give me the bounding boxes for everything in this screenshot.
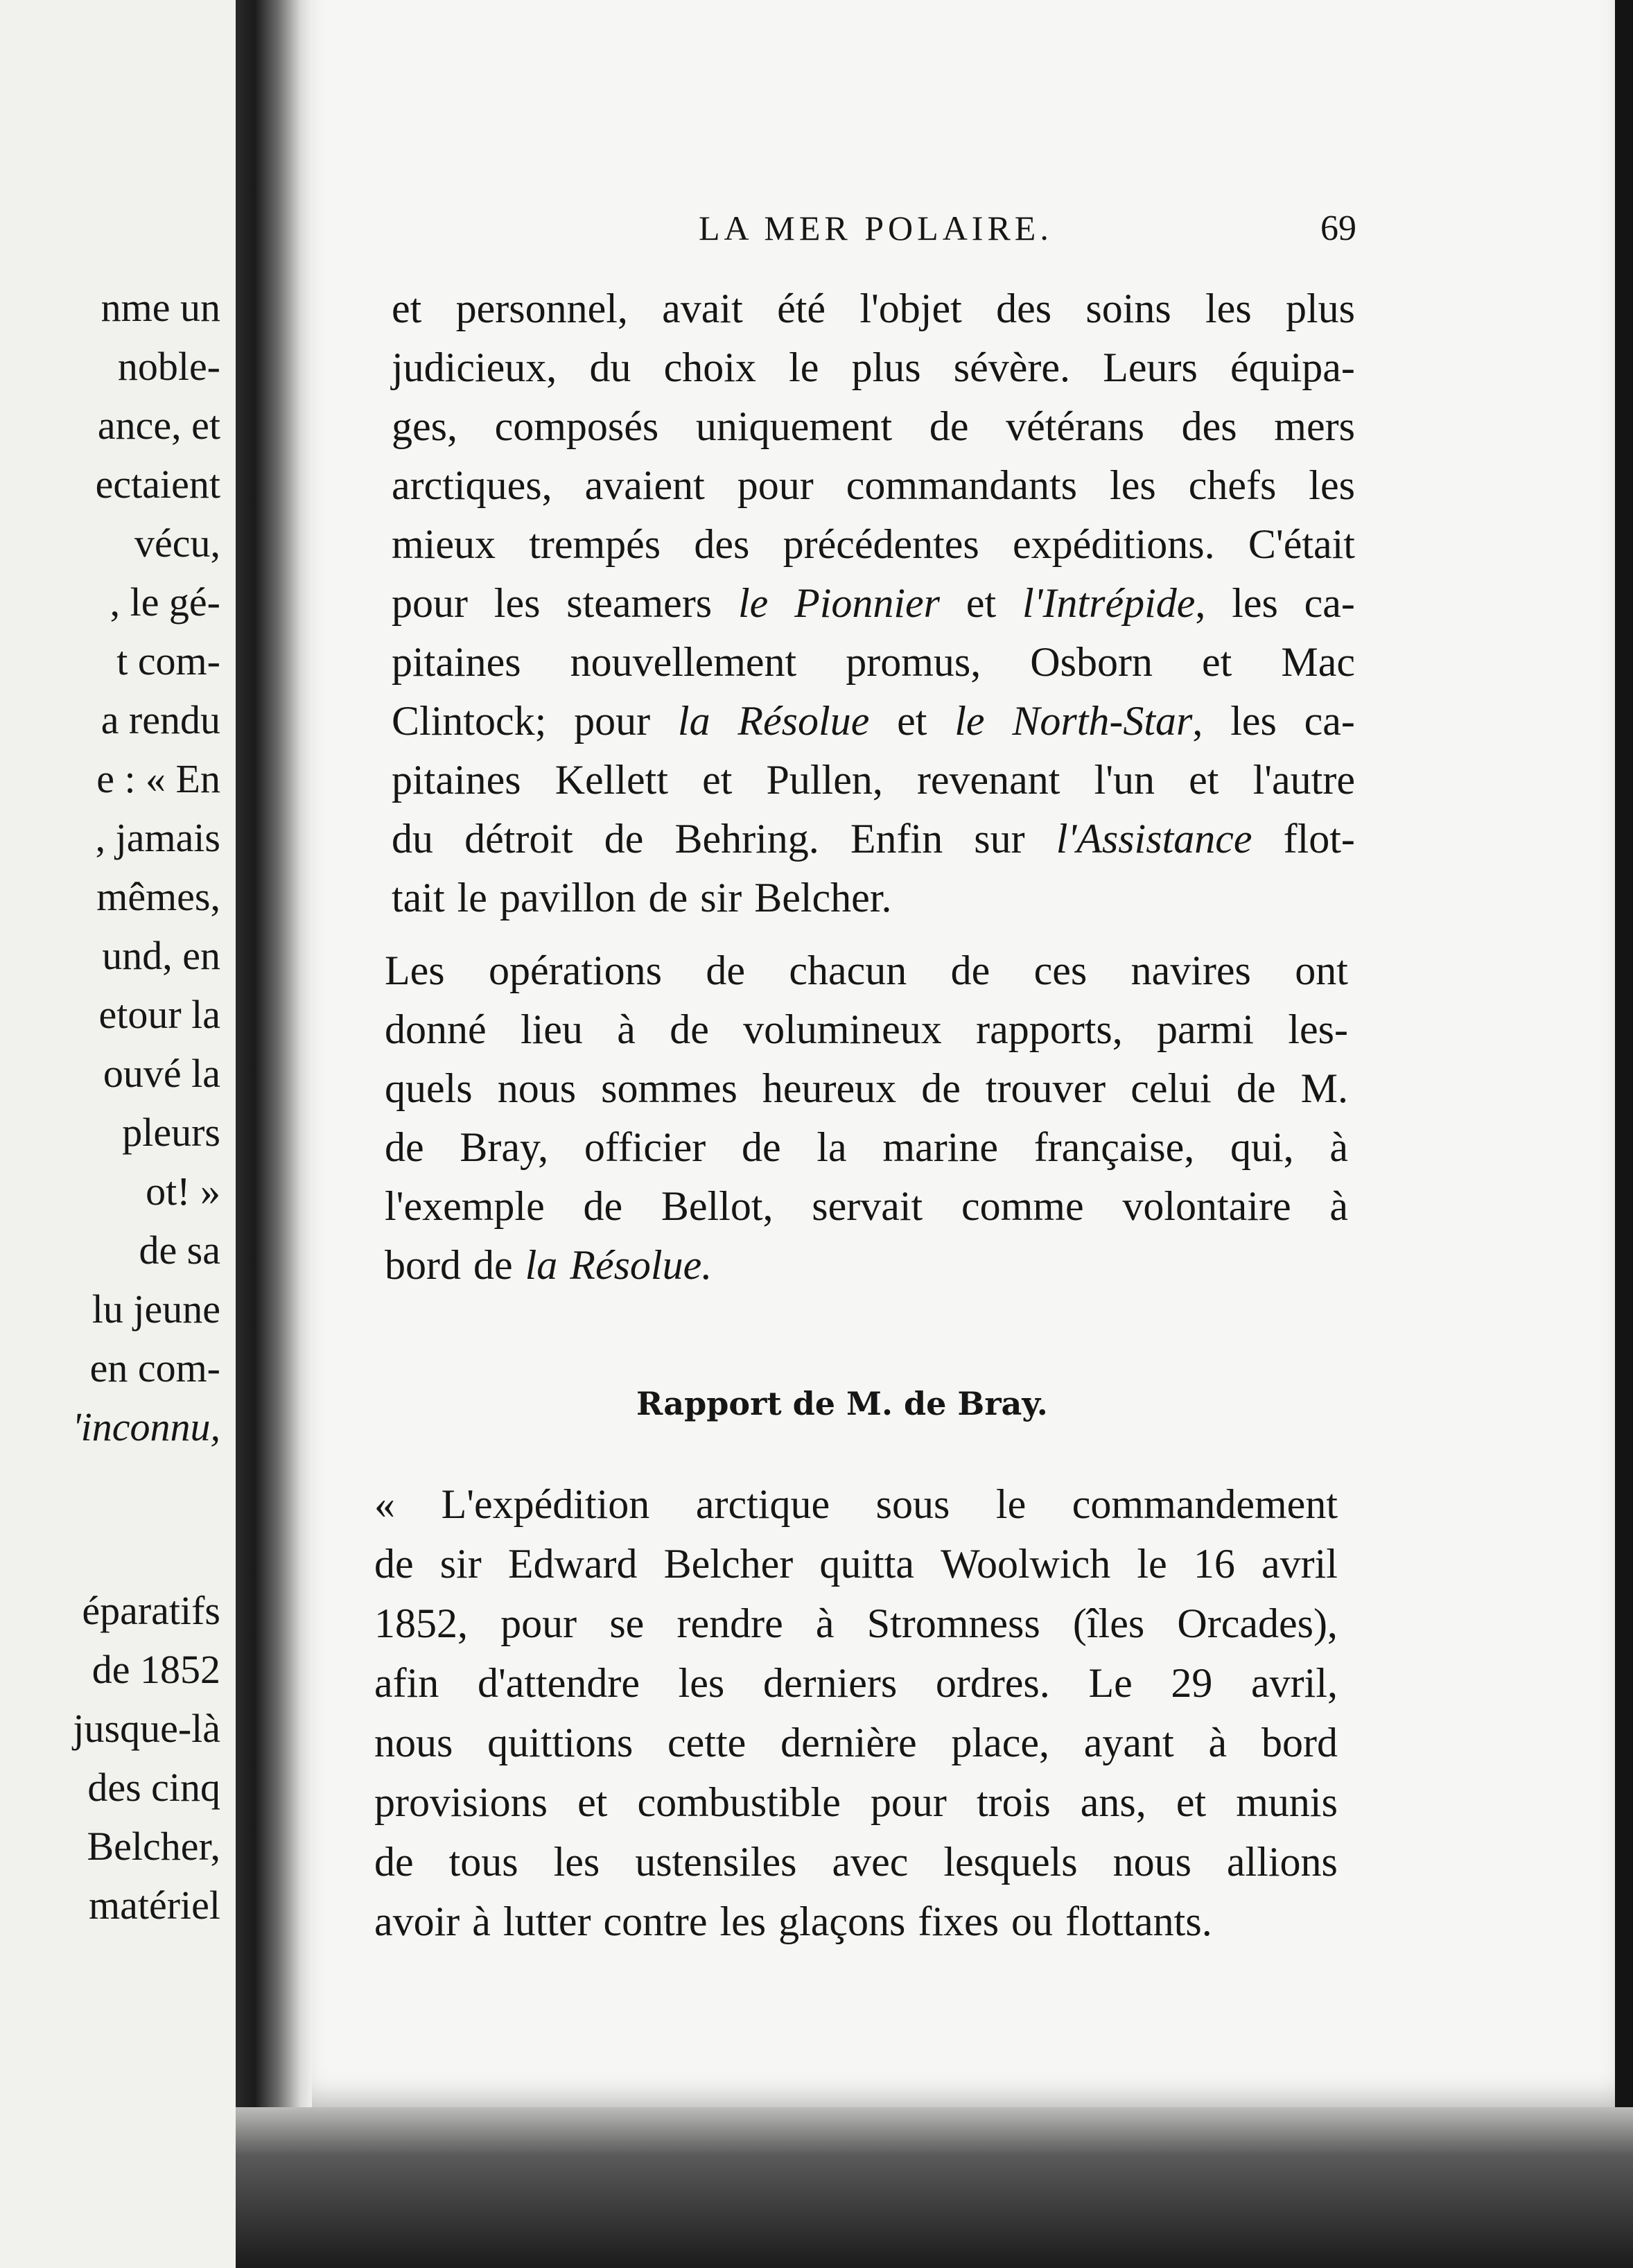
left-page-line: de 1852 xyxy=(91,1647,220,1692)
left-page-line: a rendu xyxy=(101,697,220,742)
running-head: LA MER POLAIRE. xyxy=(699,209,1053,247)
text-line: tait le pavillon de sir Belcher. xyxy=(392,875,892,921)
text-line: nous quittions cette dernière place, ayant à bord xyxy=(374,1720,1338,1765)
text-line: l'exemple de Bellot, servait comme volontaire à xyxy=(385,1183,1348,1229)
text-line: 1852, pour se rendre à Stromness (îles Orcades), xyxy=(374,1600,1338,1646)
left-page-line: und, en xyxy=(102,933,220,978)
text-line: de tous les ustensiles avec lesquels nous allions xyxy=(374,1839,1338,1885)
page-bottom-edge xyxy=(236,2107,1633,2268)
page-number: 69 xyxy=(1320,209,1356,248)
text-line: Clintock; pour la Résolue et le North-Star, les ca- xyxy=(392,698,1355,744)
text-line: avoir à lutter contre les glaçons fixes ou flottants. xyxy=(374,1899,1212,1944)
text-line: Les opérations de chacun de ces navires ont xyxy=(385,948,1348,993)
text-line: donné lieu à de volumineux rapports, parmi les- xyxy=(385,1006,1348,1052)
text-line: quels nous sommes heureux de trouver celui de M. xyxy=(385,1065,1348,1111)
text-line: bord de la Résolue. xyxy=(385,1242,713,1288)
left-page-line: pleurs xyxy=(122,1110,220,1155)
text-line: afin d'attendre les derniers ordres. Le 29 avril, xyxy=(374,1660,1338,1706)
left-page-line: , jamais xyxy=(95,815,220,860)
text-line: « L'expédition arctique sous le commandement xyxy=(374,1481,1338,1527)
text-line: mieux trempés des précédentes expéditions. C'était xyxy=(392,521,1355,567)
left-page-line: de sa xyxy=(139,1228,220,1273)
left-page-line: mêmes, xyxy=(96,874,220,919)
text-line: pitaines Kellett et Pullen, revenant l'un et l'autre xyxy=(392,757,1355,803)
text-line: provisions et combustible pour trois ans, et munis xyxy=(374,1779,1338,1825)
text-line: pour les steamers le Pionnier et l'Intrépide, les ca- xyxy=(392,580,1355,626)
left-page-line: en com- xyxy=(89,1345,220,1390)
left-page-line: noble- xyxy=(117,344,220,389)
text-line: de sir Edward Belcher quitta Woolwich le 16 avril xyxy=(374,1541,1338,1587)
left-page-line: ouvé la xyxy=(103,1051,220,1096)
left-page-line: jusque-là xyxy=(73,1706,220,1751)
left-page-line: ance, et xyxy=(97,403,220,448)
left-page-line: etour la xyxy=(98,992,220,1037)
left-page-line: Belcher, xyxy=(87,1824,220,1869)
left-page-line: e : « En xyxy=(96,756,220,801)
text-line: et personnel, avait été l'objet des soins les plus xyxy=(392,286,1355,331)
left-page-fragment xyxy=(0,0,236,2268)
section-heading: Rapport de M. de Bray. xyxy=(636,1385,1048,1422)
text-line: pitaines nouvellement promus, Osborn et Mac xyxy=(392,639,1355,685)
left-page-line: , le gé- xyxy=(110,579,220,625)
text-line: ges, composés uniquement de vétérans des mers xyxy=(392,403,1355,449)
left-page-line: ot! » xyxy=(146,1169,220,1214)
left-page-line: des cinq xyxy=(87,1765,220,1810)
text-line: de Bray, officier de la marine française, qui, à xyxy=(385,1124,1348,1170)
left-page-line: 'inconnu, xyxy=(72,1404,220,1449)
left-page-line: t com- xyxy=(116,638,220,683)
text-line: judicieux, du choix le plus sévère. Leurs équipa- xyxy=(392,344,1355,390)
text-line: arctiques, avaient pour commandants les chefs les xyxy=(392,462,1355,508)
left-page-line: ectaient xyxy=(95,462,220,507)
left-page-line: nme un xyxy=(101,285,220,330)
text-line: du détroit de Behring. Enfin sur l'Assistance flot- xyxy=(392,816,1355,862)
left-page-line: vécu, xyxy=(134,521,220,566)
left-page-line: matériel xyxy=(88,1883,220,1928)
left-page-line: éparatifs xyxy=(82,1588,220,1633)
book-gutter xyxy=(236,0,312,2268)
left-page-line: lu jeune xyxy=(91,1286,220,1332)
